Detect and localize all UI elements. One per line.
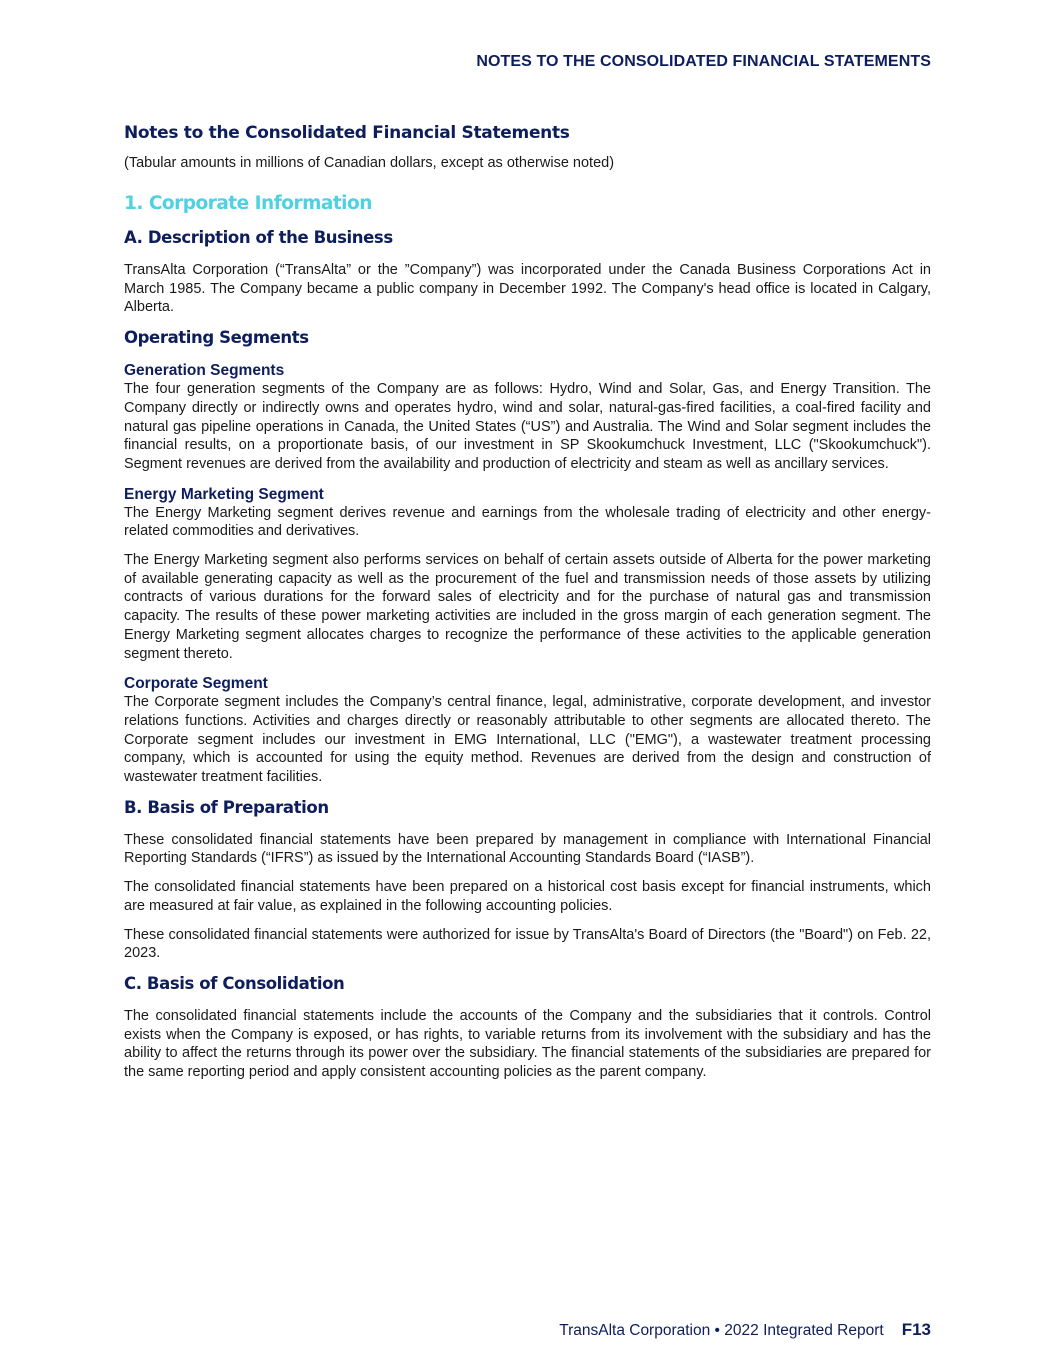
basis-of-consolidation-paragraph: The consolidated financial statements include the accounts of the Company and the subsidiaries that it controls. Control exists when the Company is exposed, or has rights, to variable returns from its involvement with the subsidiary and has the ability to affect the returns through its power over the subsidiary. The financial statements of the subsidiaries are prepared for the same reporting period and apply consistent accounting policies as the parent company. (124, 1007, 931, 1081)
energy-marketing-heading: Energy Marketing Segment (124, 485, 324, 503)
basis-of-preparation-paragraph-3: These consolidated financial statements were authorized for issue by TransAlta's Board of Directors (the "Board") on Feb. 22, 2023. (124, 926, 931, 962)
description-heading: A. Description of the Business (124, 228, 393, 247)
running-header: NOTES TO THE CONSOLIDATED FINANCIAL STATEMENTS (476, 53, 931, 70)
operating-segments-heading: Operating Segments (124, 328, 309, 348)
basis-of-preparation-paragraph-1: These consolidated financial statements have been prepared by management in compliance with International Financial Reporting Standards (“IFRS”) as issued by the International Accounting Standards Board (“IASB”). (124, 831, 931, 867)
corporate-segment-heading: Corporate Segment (124, 675, 268, 693)
basis-of-consolidation-heading: C. Basis of Consolidation (124, 973, 345, 993)
tabular-note: (Tabular amounts in millions of Canadian dollars, except as otherwise noted) (124, 155, 615, 171)
footer-report-name: TransAlta Corporation • 2022 Integrated Report (559, 1322, 884, 1339)
generation-segments-heading: Generation Segments (124, 362, 285, 380)
corporate-paragraph: The Corporate segment includes the Company’s central finance, legal, administrative, corporate development, and investor relations functions. Activities and charges directly or reasonably attributable to other segments are allocated thereto. The Corporate segment includes our investment in EMG International, LLC ("EMG"), a wastewater treatment processing company, which is accounted for using the equity method. Revenues are derived from the design and construction of wastewater treatment facilities. (124, 694, 931, 786)
description-paragraph: TransAlta Corporation (“TransAlta” or the ”Company”) was incorporated under the Canada Business Corporations Act in March 1985. The Company became a public company in December 1992. The Company's head office is located in Calgary, Alberta. (124, 262, 931, 316)
basis-of-preparation-heading: B. Basis of Preparation (124, 797, 329, 817)
page-footer (559, 1320, 931, 1340)
page-content (124, 121, 931, 1082)
generation-paragraph: The four generation segments of the Company are as follows: Hydro, Wind and Solar, Gas, and Energy Transition. The Company directly or indirectly owns and operates hydro, wind and solar, natural-gas-fired facilities, a coal-fired facility and natural gas pipeline operations in Canada, the United States (“US”) and Australia. The Wind and Solar segment includes the financial results, on a proportionate basis, of our investment in SP Skookumchuck Investment, LLC ("Skookumchuck"). Segment revenues are derived from the availability and production of electricity and steam as well as ancillary services. (124, 381, 931, 472)
page-title: Notes to the Consolidated Financial Statements (124, 123, 570, 143)
basis-of-preparation-paragraph-2: The consolidated financial statements have been prepared on a historical cost basis except for financial instruments, which are measured at fair value, as explained in the following accounting policies. (124, 879, 931, 914)
energy-marketing-paragraph-1: The Energy Marketing segment derives revenue and earnings from the wholesale trading of electricity and other energy-related commodities and derivatives. (124, 504, 931, 540)
section-title: 1. Corporate Information (124, 193, 372, 214)
page-number: F13 (901, 1320, 931, 1339)
energy-marketing-paragraph-2: The Energy Marketing segment also performs services on behalf of certain assets outside of Alberta for the power marketing of available generating capacity as well as the procurement of the fuel and transmission needs of those assets by utilizing contracts of various durations for the forward sales of electricity and for the purchase of natural gas and transmission capacity. The results of these power marketing activities are included in the gross margin of each generation segment. The Energy Marketing segment allocates charges to recognize the performance of these activities to the applicable generation segment thereto. (124, 552, 931, 662)
